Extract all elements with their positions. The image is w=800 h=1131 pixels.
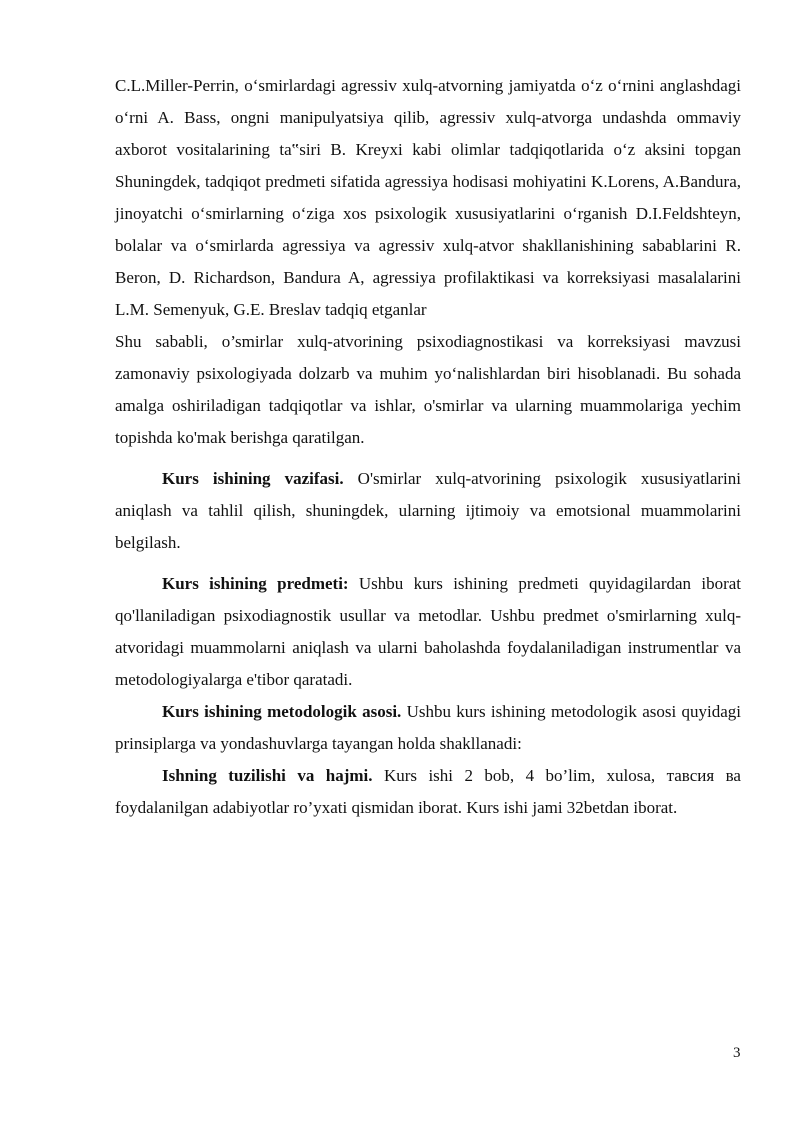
paragraph-relevance: Shu sababli, o’smirlar xulq-atvorining psixodiagnostikasi va korreksiyasi mavzusi zamonaviy psixologiyada dolzarb va muhim yo‘nalishlardan biri hisoblanadi. Bu sohada amalga oshiriladigan tadqiqotlar va ishlar, o'smirlar va ularning muammolariga yechim topishda ko'mak berishga qaratilgan. — [115, 332, 741, 447]
task-heading: Kurs ishining vazifasi. — [162, 469, 344, 488]
paragraph-subject — [115, 568, 741, 696]
subject-text: Ushbu kurs ishining predmeti quyidagilardan iborat qo'llaniladigan psixodiagnostik usullar va metodlar. Ushbu predmet o'smirlarning xulq-atvoridagi muammolarni aniqlash va ularni baholashda foydalaniladigan instrumentlar va metodologiyalarga e'tibor qaratadi. — [115, 574, 741, 689]
paragraph-methodology — [115, 696, 741, 760]
page-body — [115, 70, 741, 824]
paragraph-researchers: C.L.Miller-Perrin, o‘smirlardagi agressiv xulq-atvorning jamiyatda o‘z o‘rnini anglashdagi o‘rni A. Bass, ongni manipulyatsiya qilib, agressiv xulq-atvorga undashda ommaviy axborot vositalarining ta‟siri B. Kreyxi kabi olimlar tadqiqotlarida o‘z aksini topgan Shuningdek, tadqiqot predmeti sifatida agressiya hodisasi mohiyatini K.Lorens, A.Bandura, jinoyatchi o‘smirlarning o‘ziga xos psixologik xususiyatlarini o‘rganish D.I.Feldshteyn, bolalar va o‘smirlarda agressiya va agressiv xulq-atvor shakllanishining sabablarini R. Beron, D. Richardson, Bandura A, agressiya profilaktikasi va korreksiyasi masalalarini L.M. Semenyuk, G.E. Breslav tadqiq etganlar — [115, 76, 741, 319]
subject-heading: Kurs ishining predmeti: — [162, 574, 349, 593]
structure-heading: Ishning tuzilishi va hajmi. — [162, 766, 373, 785]
page-number: 3 — [733, 1045, 741, 1061]
structure-text: Kurs ishi 2 bob, 4 bo’lim, xulosa, тавсия ва foydalanilgan adabiyotlar ro’yxati qismidan iborat. Kurs ishi jami 32betdan iborat. — [115, 766, 741, 817]
paragraph-task — [115, 463, 741, 559]
task-text: O'smirlar xulq-atvorining psixologik xususiyatlarini aniqlash va tahlil qilish, shuningdek, ularning ijtimoiy va emotsional muammolarini belgilash. — [115, 469, 741, 552]
methodology-heading: Kurs ishining metodologik asosi. — [162, 702, 402, 721]
paragraph-structure — [115, 760, 741, 824]
methodology-text: Ushbu kurs ishining metodologik asosi quyidagi prinsiplarga va yondashuvlarga tayangan holda shakllanadi: — [115, 702, 741, 753]
